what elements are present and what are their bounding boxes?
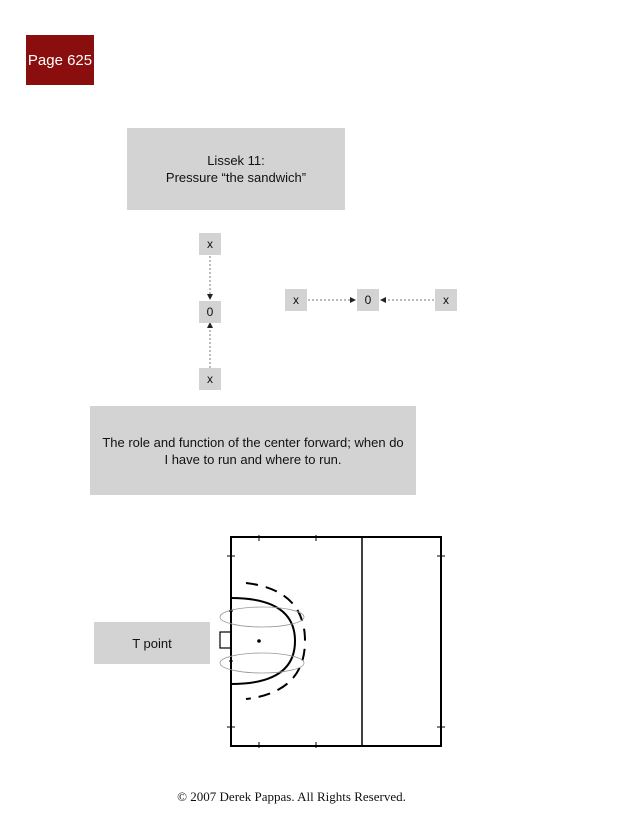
marker-horizontal-right: x (435, 289, 457, 311)
marker-vertical-top: x (199, 233, 221, 255)
copyright-footer: © 2007 Derek Pappas. All Rights Reserved. (177, 789, 406, 804)
goal (220, 632, 231, 648)
t-point-label: T point (132, 635, 172, 651)
penalty-spot (257, 639, 261, 643)
marker-vertical-center: 0 (199, 301, 221, 323)
description-text: The role and function of the center forward; when do I have to run and where to run. (102, 434, 404, 467)
page-number-badge: Page 625 (26, 35, 94, 85)
movement-loop-bottom (220, 653, 304, 673)
drill-title-line2: Pressure “the sandwich” (165, 170, 307, 185)
drill-title-line1: Lissek 11: (207, 153, 265, 168)
marker-horizontal-center: 0 (357, 289, 379, 311)
movement-loop-top (220, 607, 304, 627)
marker-vertical-bottom: x (199, 368, 221, 390)
marker-horizontal-left: x (285, 289, 307, 311)
field-outline (231, 537, 441, 746)
t-point-label-box (94, 622, 210, 664)
